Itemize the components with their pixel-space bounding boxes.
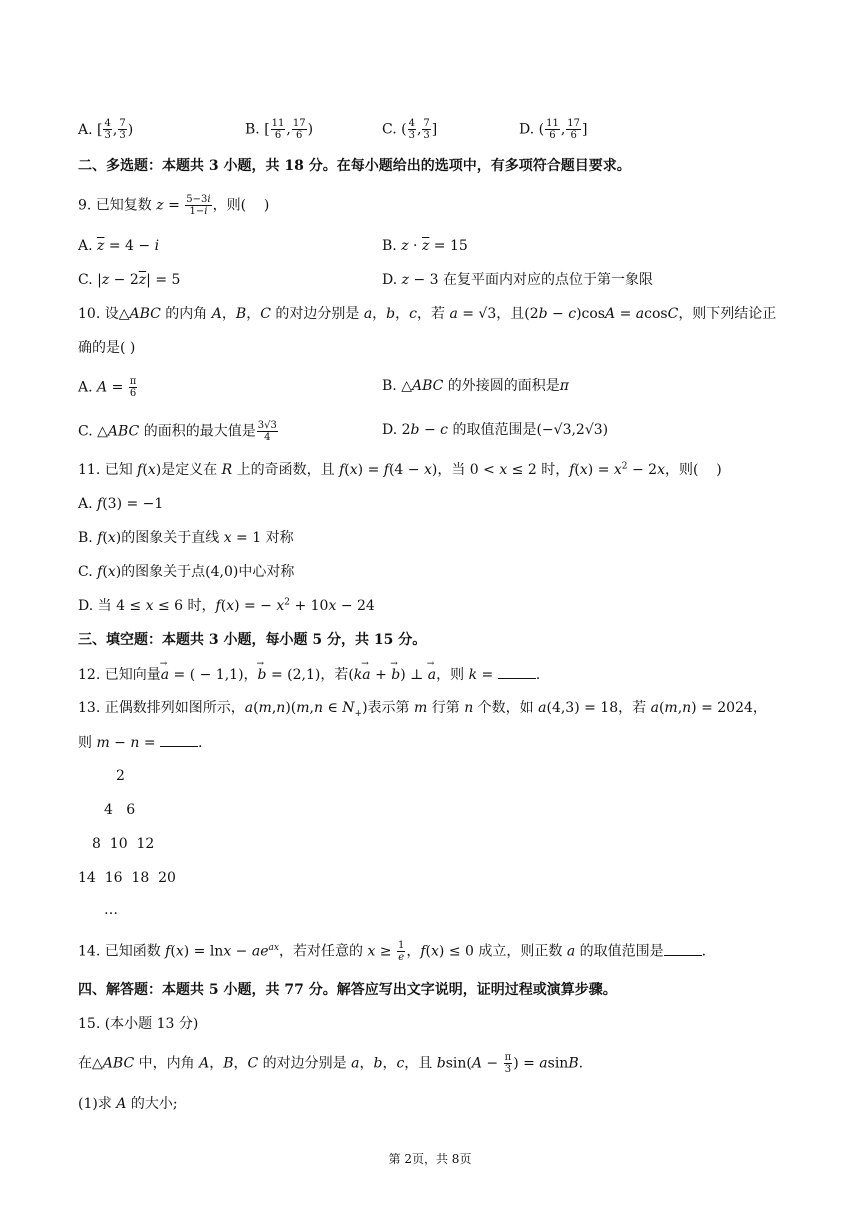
q10-option-a: A. A = $\frac{\pi}{6}$ bbox=[78, 376, 137, 399]
q14-stem: 14. 已知函数 $f(x) = \ln x - ae^{ax}$，若对任意的 x ≥ $\frac{1}{e}$ ，f(x) ≤ 0 成立，则正数 a 的取值范围是 . bbox=[78, 940, 707, 963]
q13-triangle-row-1: 2 bbox=[116, 768, 125, 784]
q11-option-c: C. f(x)的图象关于点(4,0)中心对称 bbox=[78, 564, 295, 580]
q14-answer-blank[interactable] bbox=[664, 941, 702, 956]
q9-option-c: C. $|z - 2\overline{z}| = 5$ bbox=[78, 272, 181, 288]
q13-stem-line1: 13. 正偶数排列如图所示，a(m,n)(m,n ∈ $N_+$)表示第 m 行第 n 个数，如 a(4,3) = 18，若 a(m,n) = 2024， bbox=[78, 700, 767, 719]
q11-stem: 11. 已知 f(x)是定义在 R 上的奇函数，且 f(x) = f(4 − x)，当 0 < x ≤ 2 时，$f(x) = x^2 - 2x$，则( ) bbox=[78, 461, 722, 478]
q10-option-c: C. △ABC 的面积的最大值是 $\frac{3√3}{4}$ bbox=[78, 420, 277, 443]
q13-triangle-row-2: 4 6 bbox=[104, 802, 136, 818]
q8-option-d: D. ( $\frac{11}{6}$ , $\frac{17}{6}$ ] bbox=[519, 118, 588, 141]
q12-stem: 12. 已知向量→ a = ( − 1,1)，→ b = (2,1)，若(k→ a + → b) ⊥ → a，则 k = . bbox=[78, 664, 540, 685]
q15-stem: 在△ABC 中，内角 A，B，C 的对边分别是 a，b，c，且 bsin(A − $\frac{\pi}{3}$ ) = asinB. bbox=[78, 1052, 584, 1075]
section-3-heading: 三、填空题：本题共 3 小题，每小题 5 分，共 15 分。 bbox=[78, 632, 427, 648]
q9-option-d: D. z − 3 在复平面内对应的点位于第一象限 bbox=[382, 272, 654, 288]
q10-stem-line1: 10. 设△ABC 的内角 A，B，C 的对边分别是 a，b，c，若 a = √3，且(2b − c)cosA = acosC，则下列结论正 bbox=[78, 306, 777, 322]
q8-option-a-text: A. [ $\frac{4}{3}$ , $\frac{7}{3}$ ) bbox=[78, 118, 134, 141]
q15-part1: (1)求 A 的大小; bbox=[78, 1096, 178, 1112]
q11-option-a: A. f(3) = −1 bbox=[78, 496, 164, 512]
section-2-heading: 二、多选题：本题共 3 小题，共 18 分。在每小题给出的选项中，有多项符合题目要求。 bbox=[78, 158, 631, 174]
section-4-heading: 四、解答题：本题共 5 小题，共 77 分。解答应写出文字说明，证明过程或演算步骤。 bbox=[78, 982, 617, 998]
q9-option-a: A. $\overline{z} = 4 - i$ bbox=[78, 238, 160, 254]
q11-option-d: D. 当 4 ≤ x ≤ 6 时，f(x) = − $x^2 + 10x - 24$ bbox=[78, 597, 375, 614]
q8-option-b: B. [ $\frac{11}{6}$ , $\frac{17}{6}$ ) bbox=[245, 118, 314, 141]
q9-option-b: B. $z \cdot \overline{z} = 15$ bbox=[382, 238, 468, 254]
q13-answer-blank[interactable] bbox=[160, 732, 198, 747]
page-footer: 第 2页，共 8页 bbox=[388, 1152, 472, 1166]
q13-triangle-row-5: … bbox=[104, 902, 118, 918]
q13-triangle-row-4: 14 16 18 20 bbox=[78, 870, 176, 886]
q15-title: 15. (本小题 13 分) bbox=[78, 1016, 199, 1032]
q10-option-d: D. 2b − c 的取值范围是(−√3,2√3) bbox=[382, 422, 609, 438]
q12-answer-blank[interactable] bbox=[498, 664, 536, 679]
q8-option-a bbox=[78, 118, 133, 141]
q10-option-b: B. △ABC 的外接圆的面积是π bbox=[382, 378, 569, 394]
q13-triangle-row-3: 8 10 12 bbox=[92, 836, 155, 852]
q8-option-c: C. ( $\frac{4}{3}$ , $\frac{7}{3}$ ] bbox=[382, 118, 438, 141]
q11-option-b: B. f(x)的图象关于直线 x = 1 对称 bbox=[78, 530, 294, 546]
q10-stem-line2: 确的是( ) bbox=[78, 340, 136, 356]
q9-stem: 9. 已知复数 z = $\frac{5-3i}{1-i}$ ，则( ) bbox=[78, 194, 270, 217]
q13-stem-line2: 则 m − n = . bbox=[78, 732, 203, 753]
